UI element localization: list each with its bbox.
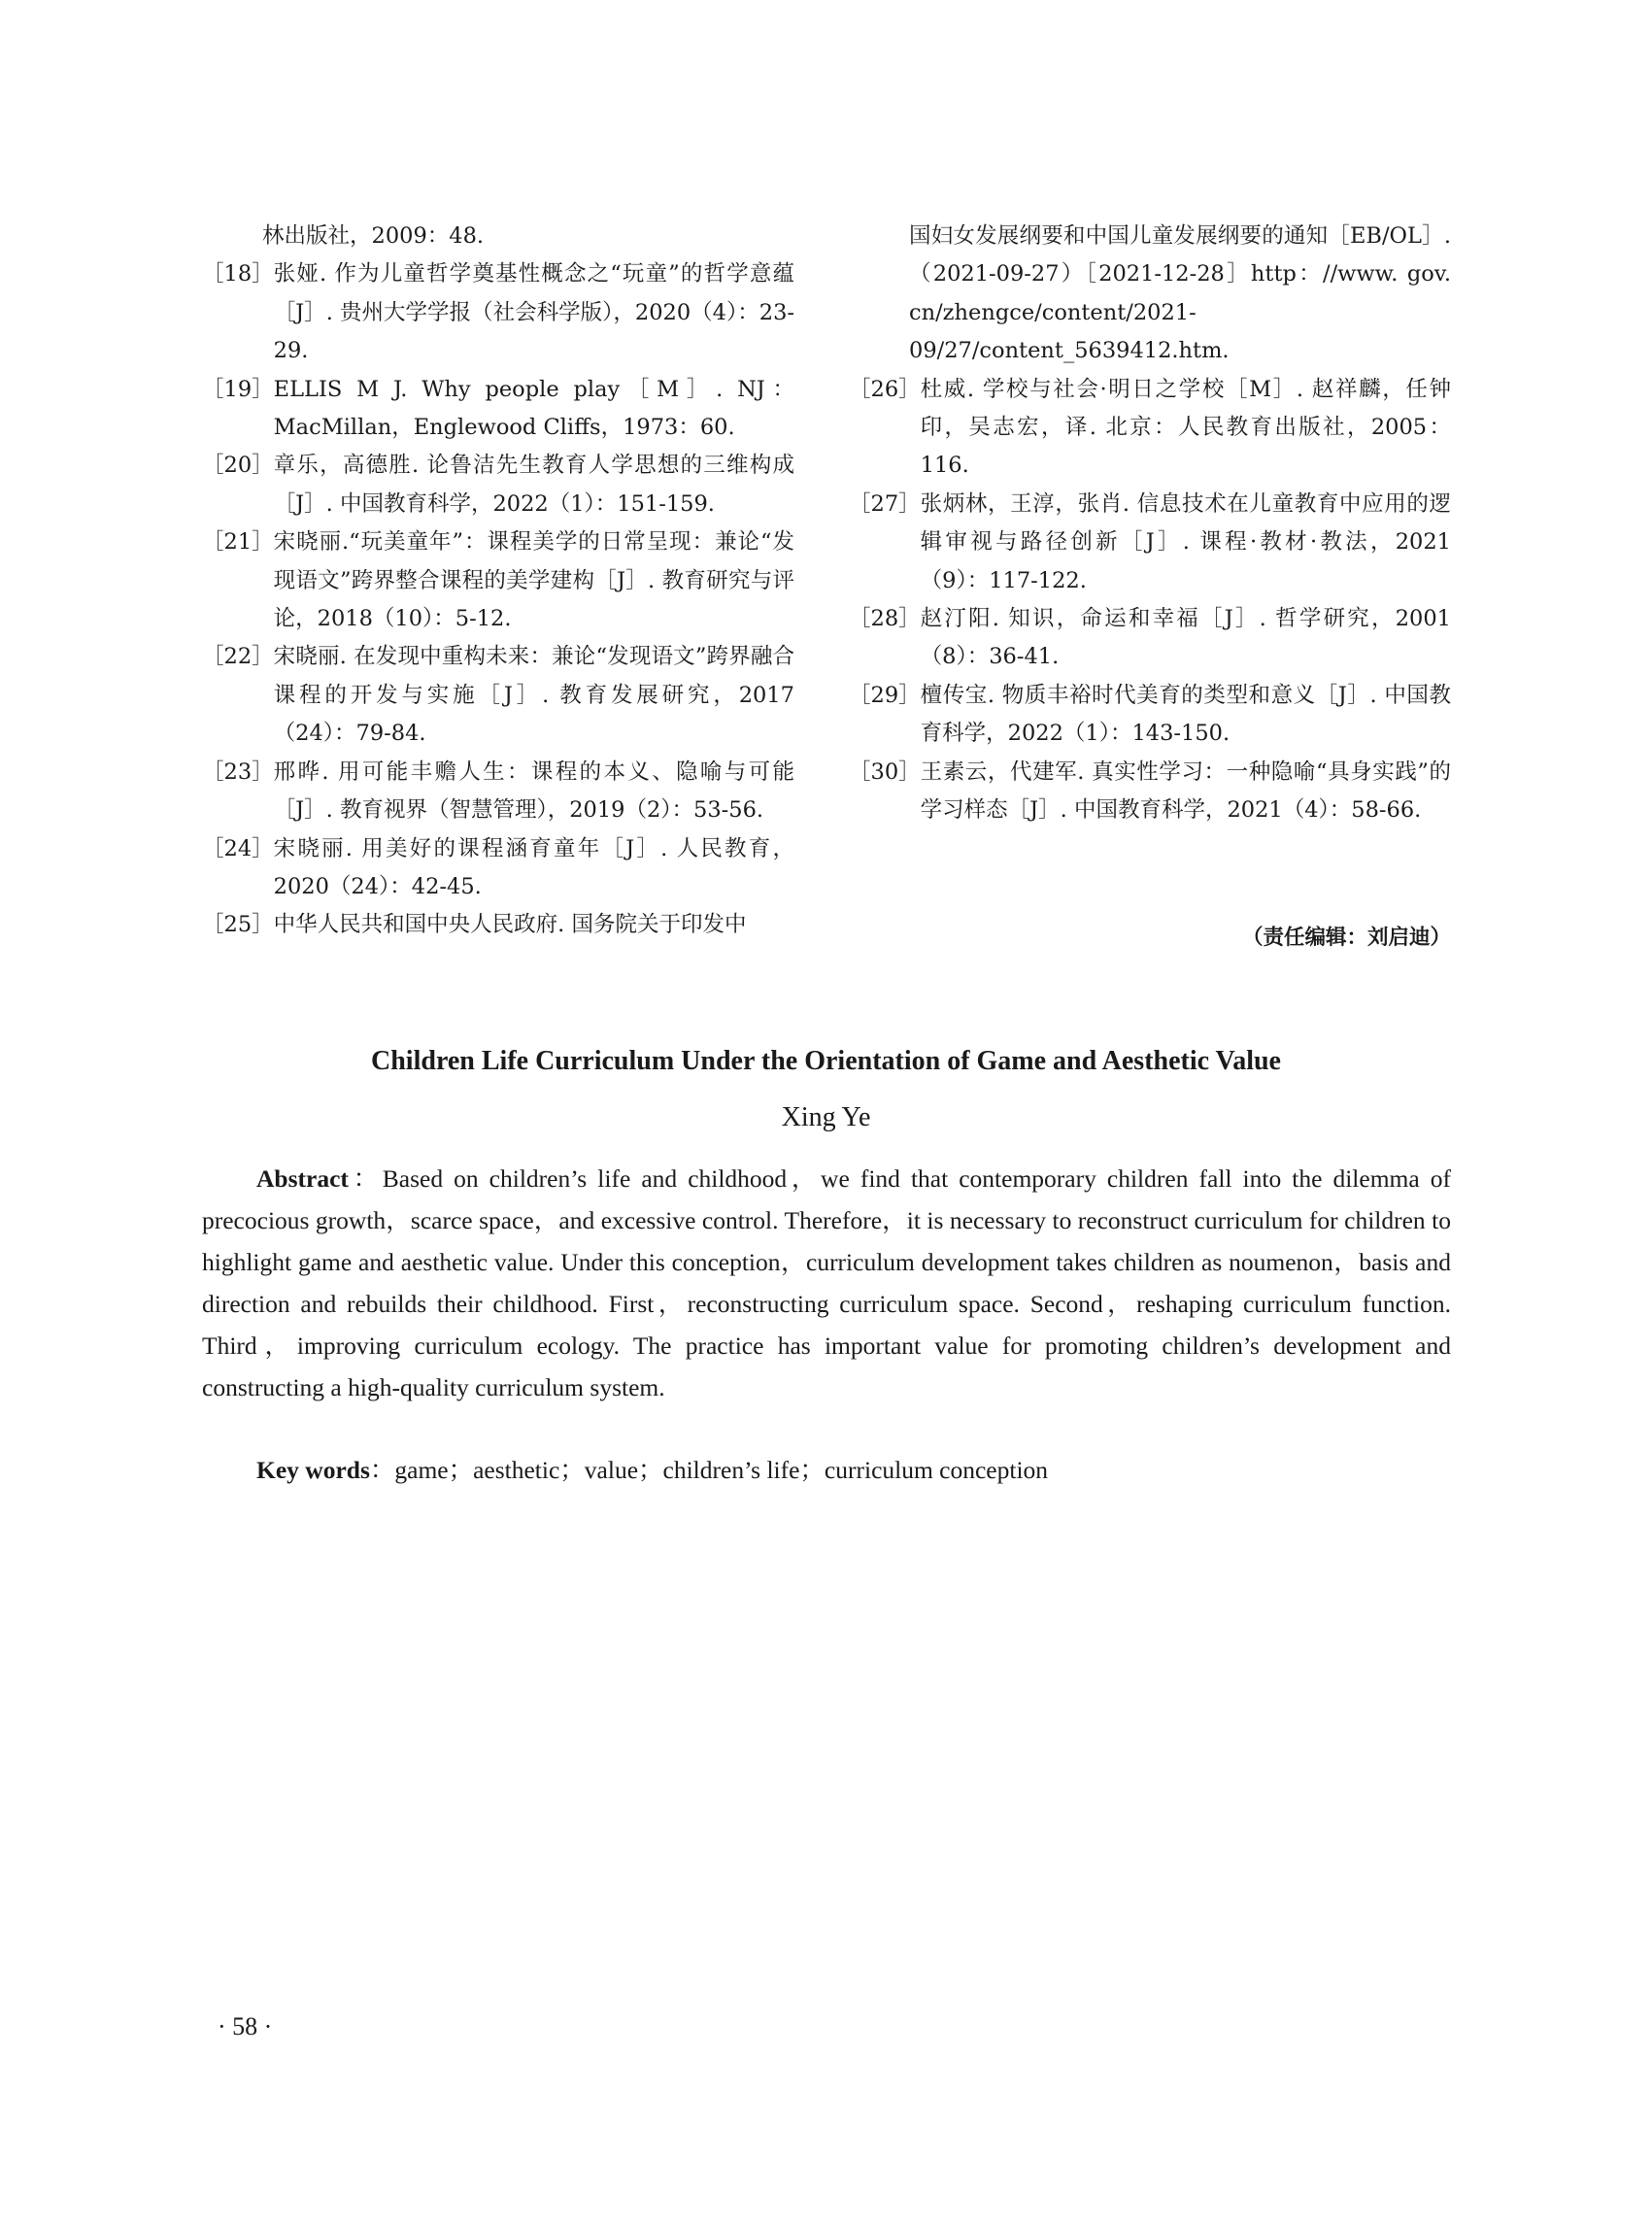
- reference-number: ［20］: [202, 453, 274, 479]
- reference-item: [202, 906, 794, 944]
- reference-item: [849, 754, 1451, 830]
- keywords-label: Key words: [256, 1456, 370, 1484]
- reference-text: 邢晔. 用可能丰赡人生：课程的本义、隐喻与可能［J］. 教育视界（智慧管理），2019（2）：53-56.: [273, 759, 794, 824]
- reference-number: ［18］: [202, 261, 274, 287]
- reference-number: ［25］: [202, 912, 274, 938]
- responsible-editor-note: （责任编辑：刘启迪）: [1241, 926, 1451, 950]
- reference-number: ［28］: [849, 606, 921, 632]
- reference-item: [202, 447, 794, 523]
- reference-item: [849, 600, 1451, 677]
- reference-text: 宋晓丽.“玩美童年”：课程美学的日常呈现：兼论“发现语文”跨界整合课程的美学建构［J］. 教育研究与评论，2018（10）：5-12.: [273, 529, 794, 632]
- reference-text: 宋晓丽. 用美好的课程涵育童年［J］. 人民教育，2020（24）：42-45.: [273, 835, 794, 899]
- reference-text: 檀传宝. 物质丰裕时代美育的类型和意义［J］. 中国教育科学，2022（1）：143-150.: [920, 682, 1451, 747]
- english-keywords: [202, 1449, 1451, 1491]
- reference-item: [849, 486, 1451, 600]
- reference-text: 国妇女发展纲要和中国儿童发展纲要的通知［EB/OL］.（2021-09-27）［2021-12-28］http：//www. gov. cn/zhengce/content/2021-09/27/content_5639412.htm.: [909, 223, 1451, 364]
- references-right-column: [849, 218, 1451, 830]
- page-number: · 58 ·: [218, 2012, 273, 2040]
- reference-number: ［21］: [202, 529, 274, 556]
- reference-item: [202, 830, 794, 907]
- reference-text: ELLIS M J. Why people play［M］. NJ：MacMillan，Englewood Cliffs，1973：60.: [273, 376, 794, 441]
- reference-number: ［29］: [849, 682, 921, 708]
- reference-text: 张炳林，王淳，张肖. 信息技术在儿童教育中应用的逻辑审视与路径创新［J］. 课程·教材·教法，2021（9）：117-122.: [920, 490, 1451, 593]
- reference-number: ［23］: [202, 759, 274, 785]
- reference-item: [202, 638, 794, 753]
- reference-number: ［19］: [202, 376, 274, 402]
- reference-text: 宋晓丽. 在发现中重构未来：兼论“发现语文”跨界融合课程的开发与实施［J］. 教育发展研究，2017（24）：79-84.: [273, 644, 794, 747]
- reference-text: 章乐，高德胜. 论鲁洁先生教育人学思想的三维构成［J］. 中国教育科学，2022（1）：151-159.: [273, 453, 794, 517]
- reference-number: ［24］: [202, 835, 274, 861]
- reference-text: 中华人民共和国中央人民政府. 国务院关于印发中: [273, 912, 747, 938]
- reference-item: [849, 218, 1451, 371]
- references-left-column: [202, 218, 794, 945]
- reference-text: 林出版社，2009：48.: [262, 223, 485, 249]
- reference-number: ［22］: [202, 644, 274, 670]
- reference-item: [202, 754, 794, 830]
- english-abstract: [202, 1158, 1451, 1408]
- reference-text: 杜威. 学校与社会·明日之学校［M］. 赵祥麟，任钟印，吴志宏，译. 北京：人民教育出版社，2005：116.: [920, 376, 1451, 479]
- abstract-label: Abstract: [256, 1164, 349, 1193]
- reference-item: [202, 523, 794, 638]
- reference-item: [849, 677, 1451, 754]
- reference-item: [202, 218, 794, 255]
- english-title: Children Life Curriculum Under the Orientation of Game and Aesthetic Value: [371, 1046, 1281, 1076]
- reference-text: 王素云，代建军. 真实性学习：一种隐喻“具身实践”的学习样态［J］. 中国教育科学，2021（4）：58-66.: [920, 759, 1451, 824]
- english-author: Xing Ye: [781, 1102, 871, 1132]
- reference-text: 赵汀阳. 知识，命运和幸福［J］. 哲学研究，2001（8）：36-41.: [920, 606, 1451, 670]
- reference-text: 张娅. 作为儿童哲学奠基性概念之“玩童”的哲学意蕴［J］. 贵州大学学报（社会科学版），2020（4）：23-29.: [273, 261, 794, 364]
- abstract-text: ：Based on children’s life and childhood，we find that contemporary children fall into the dilemma of precocious growth，scarce space，and excessive control. Therefore，it is necessary to reconstruct curriculum for children to highlight game and aesthetic value. Under this conception，curriculum development takes children as noumenon，basis and direction and rebuilds their childhood. First，reconstructing curriculum space. Second，reshaping curriculum function. Third，improving curriculum ecology. The practice has important value for promoting children’s development and constructing a high-quality curriculum system.: [202, 1164, 1451, 1401]
- reference-number: ［26］: [849, 376, 921, 402]
- reference-item: [849, 371, 1451, 486]
- reference-number: ［30］: [849, 759, 921, 785]
- keywords-text: ：game；aesthetic；value；children’s life；curriculum conception: [369, 1456, 1049, 1484]
- reference-item: [202, 255, 794, 370]
- reference-item: [202, 371, 794, 448]
- reference-number: ［27］: [849, 490, 921, 517]
